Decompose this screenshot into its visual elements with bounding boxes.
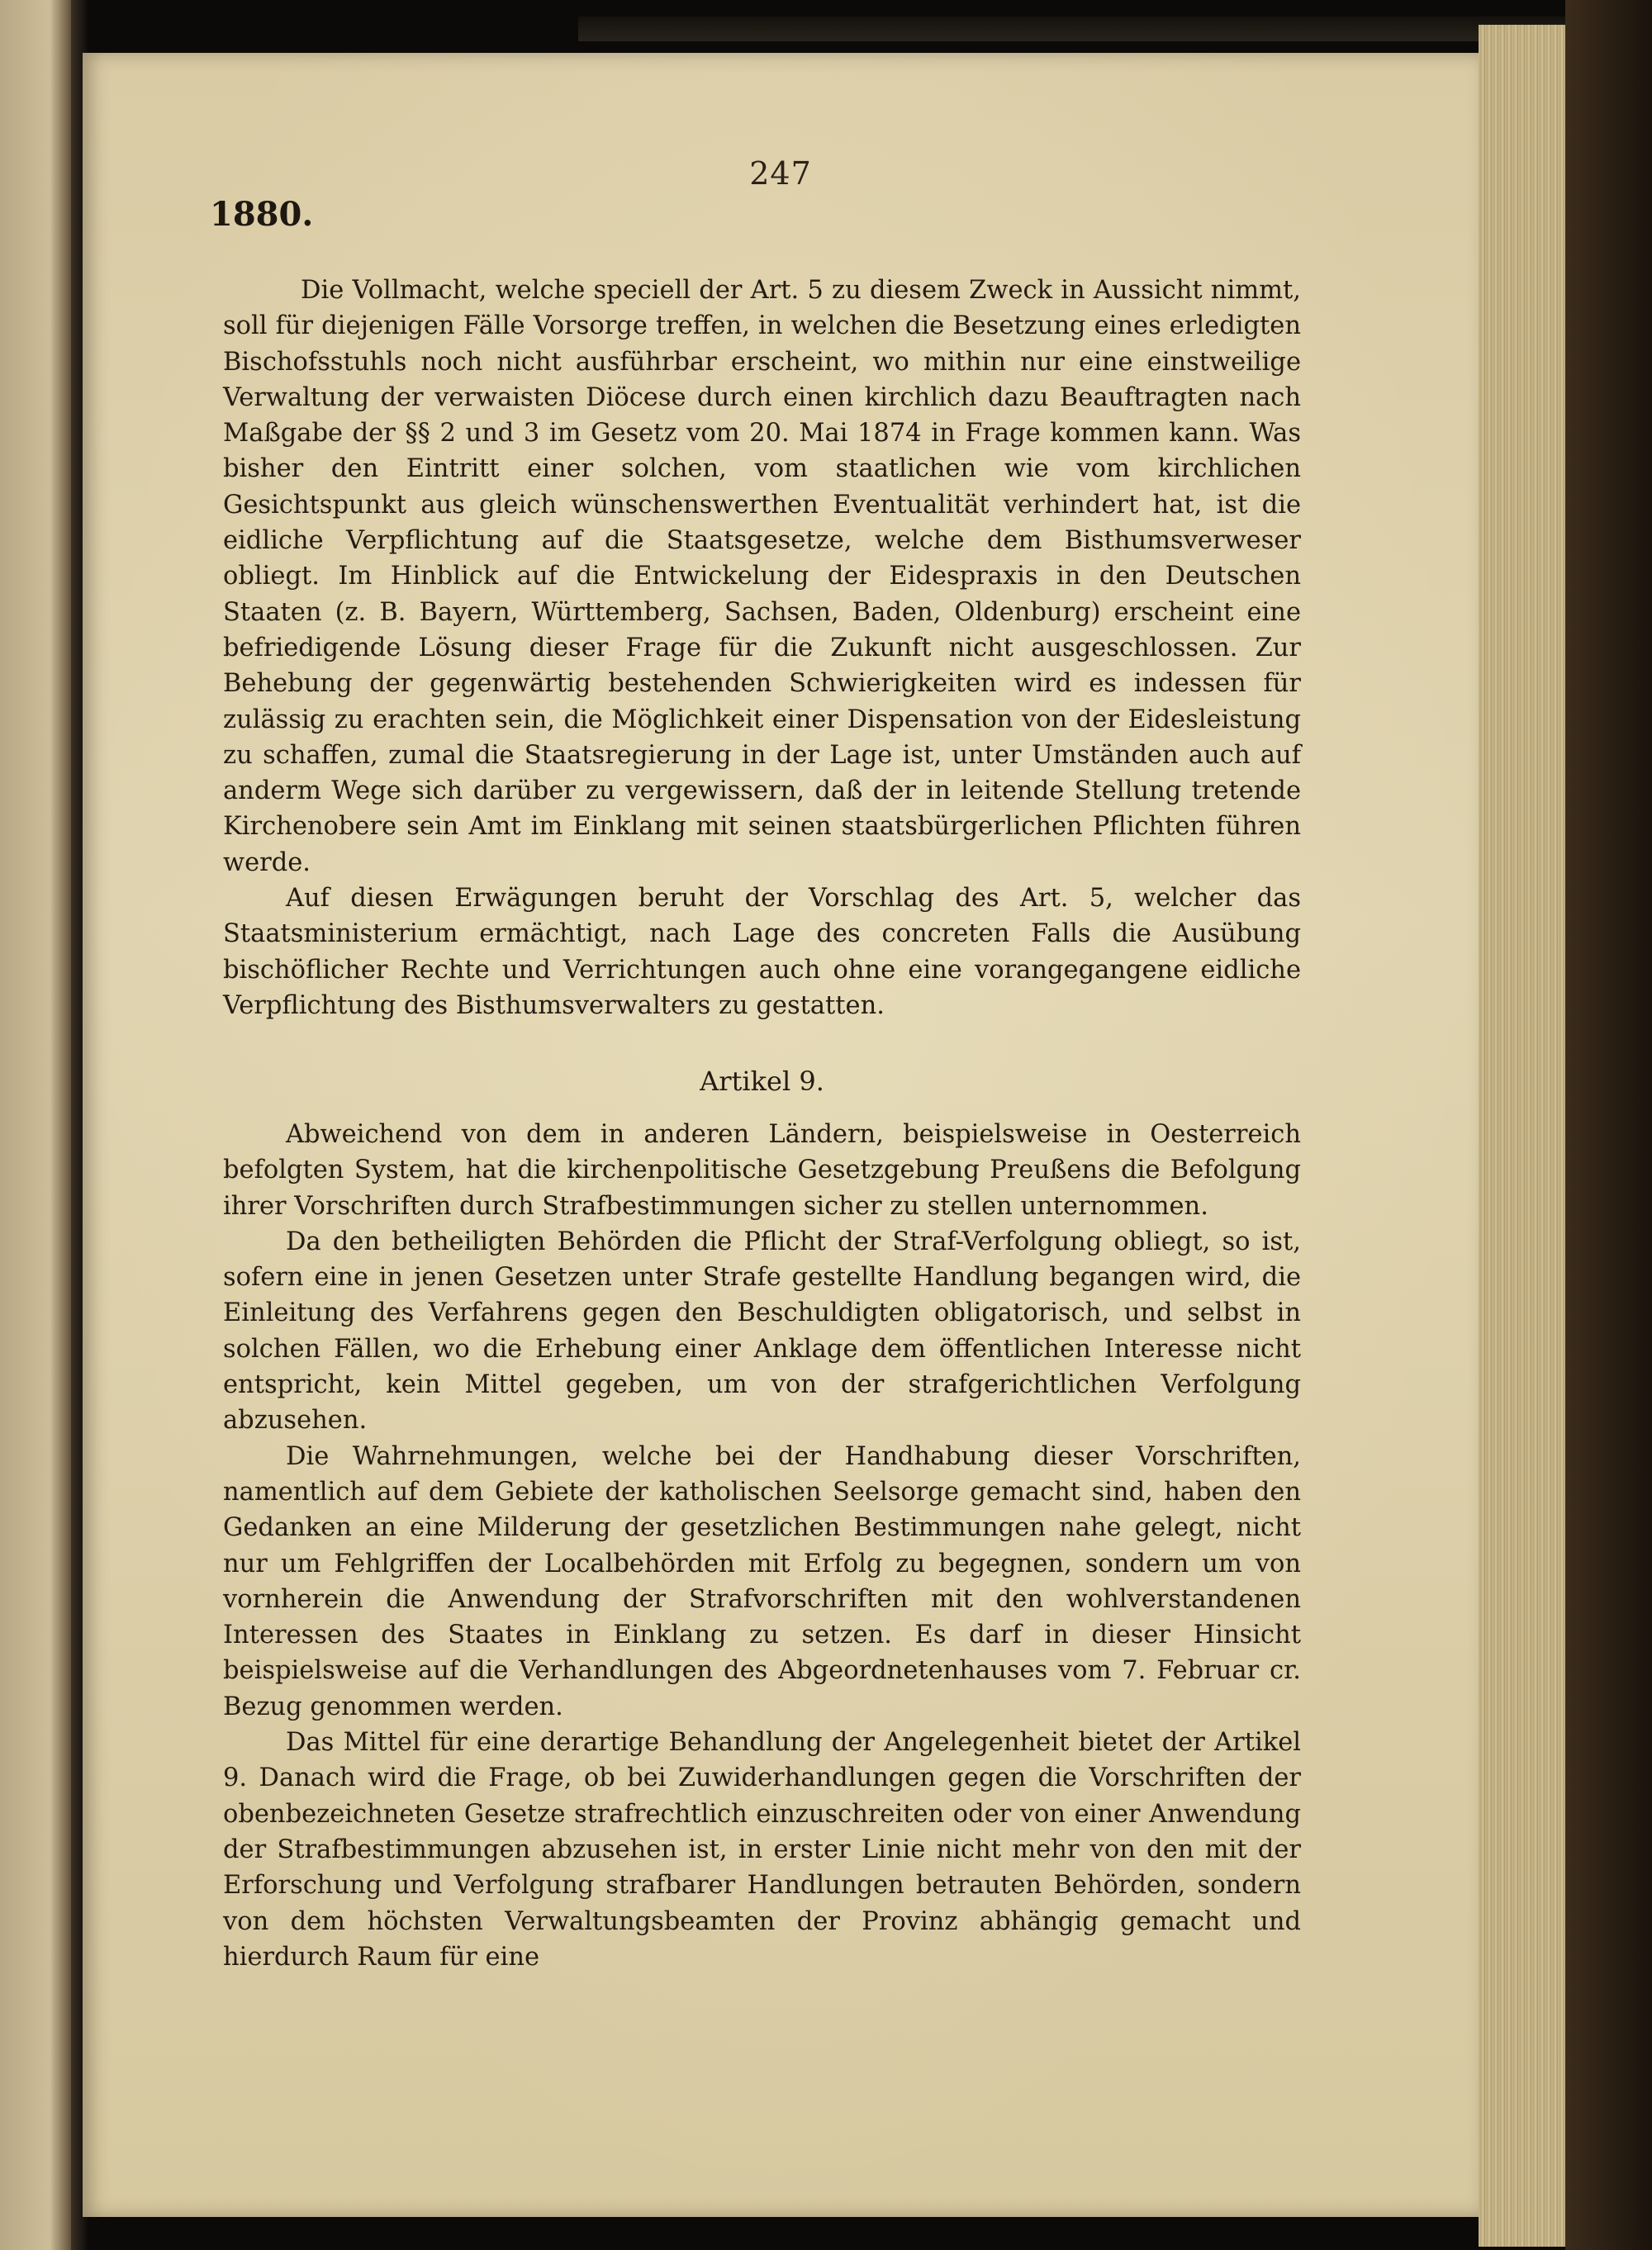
page-stack-edges: [1479, 25, 1578, 2247]
year-marginal-label: 1880.: [210, 195, 314, 234]
paragraph: Auf diesen Erwägungen beruht der Vorschlag des Art. 5, welcher das Staatsministerium ermächtigt, nach Lage des concreten Falls die Ausübung bischöflicher Rechte und Verrichtungen auch ohne eine vorangegangene eidliche Verpflichtung des Bisthumsverwalters zu gestatten.: [223, 884, 1301, 1020]
left-page-edge: [0, 0, 83, 2250]
top-edge-shadow: [578, 17, 1569, 41]
paragraph: Das Mittel für eine derartige Behandlung der Angelegenheit bietet der Artikel 9. Danach wird die Frage, ob bei Zuwiderhandlungen gegen die Vorschriften der obenbezeichneten Gesetze strafrechtlich einzuschreiten oder von einer Anwendung der Strafbestimmungen abzusehen ist, in erster Linie nicht mehr von den mit der Erforschung und Verfolgung strafbarer Handlungen betrauten Behörden, sondern von dem höchsten Verwaltungsbeamten der Provinz abhängig gemacht und hierdurch Raum für eine: [223, 1728, 1301, 1972]
paragraph: Die Vollmacht, welche speciell der Art. 5 zu diesem Zweck in Aussicht nimmt, soll für diejenigen Fälle Vorsorge treffen, in welchen die Besetzung eines erledigten Bischofsstuhls noch nicht ausführbar erscheint, wo mithin nur eine einstweilige Verwaltung der verwaisten Diöcese durch einen kirchlich dazu Beauftragten nach Maßgabe der §§ 2 und 3 im Gesetz vom 20. Mai 1874 in Frage kommen kann. Was bisher den Eintritt einer solchen, vom staatlichen wie vom kirchlichen Gesichtspunkt aus gleich wünschenswerthen Eventualität verhindert hat, ist die eidliche Verpflichtung auf die Staatsgesetze, welche dem Bisthumsverweser obliegt. Im Hinblick auf die Entwickelung der Eidespraxis in den Deutschen Staaten (z. B. Bayern, Württemberg, Sachsen, Baden, Oldenburg) erscheint eine befriedigende Lösung dieser Frage für die Zukunft nicht ausgeschlossen. Zur Behebung der gegenwärtig bestehenden Schwierigkeiten wird es indessen für zulässig zu erachten sein, die Möglichkeit einer Dispensation von der Eidesleistung zu schaffen, zumal die Staatsregierung in der Lage ist, unter Umständen auch auf anderm Wege sich darüber zu vergewissern, daß der in leitende Stellung tretende Kirchenobere sein Amt im Einklang mit seinen staatsbürgerlichen Pflichten führen werde.: [223, 276, 1301, 877]
paragraph: Da den betheiligten Behörden die Pflicht der Straf-Verfolgung obliegt, so ist, sofern eine in jenen Gesetzen unter Strafe gestellte Handlung begangen wird, die Einleitung des Verfahrens gegen den Beschuldigten obligatorisch, und selbst in solchen Fällen, wo die Erhebung einer Anklage dem öffentlichen Interesse nicht entspricht, kein Mittel gegeben, um von der strafgerichtlichen Verfolgung abzusehen.: [223, 1227, 1301, 1436]
section-2-body: [223, 1117, 1301, 1975]
paragraph: Abweichend von dem in anderen Ländern, beispielsweise in Oesterreich befolgten System, hat die kirchenpolitische Gesetzgebung Preußens die Befolgung ihrer Vorschriften durch Strafbestimmungen sicher zu stellen unternommen.: [223, 1120, 1301, 1221]
book-cover-edge: [1565, 0, 1652, 2250]
book-page: [83, 53, 1479, 2217]
page-number: 247: [749, 155, 812, 192]
section-heading: Artikel 9.: [700, 1066, 824, 1097]
paragraph: Die Wahrnehmungen, welche bei der Handhabung dieser Vorschriften, namentlich auf dem Gebiete der katholischen Seelsorge gemacht sind, haben den Gedanken an eine Milderung der gesetzlichen Bestimmungen nahe gelegt, nicht nur um Fehlgriffen der Localbehörden mit Erfolg zu begegnen, sondern um von vornherein die Anwendung der Strafvorschriften mit den wohlverstandenen Interessen des Staates in Einklang zu setzen. Es darf in dieser Hinsicht beispielsweise auf die Verhandlungen des Abgeordnetenhauses vom 7. Februar cr. Bezug genommen werden.: [223, 1441, 1301, 1721]
section-1-body: [223, 273, 1301, 1023]
